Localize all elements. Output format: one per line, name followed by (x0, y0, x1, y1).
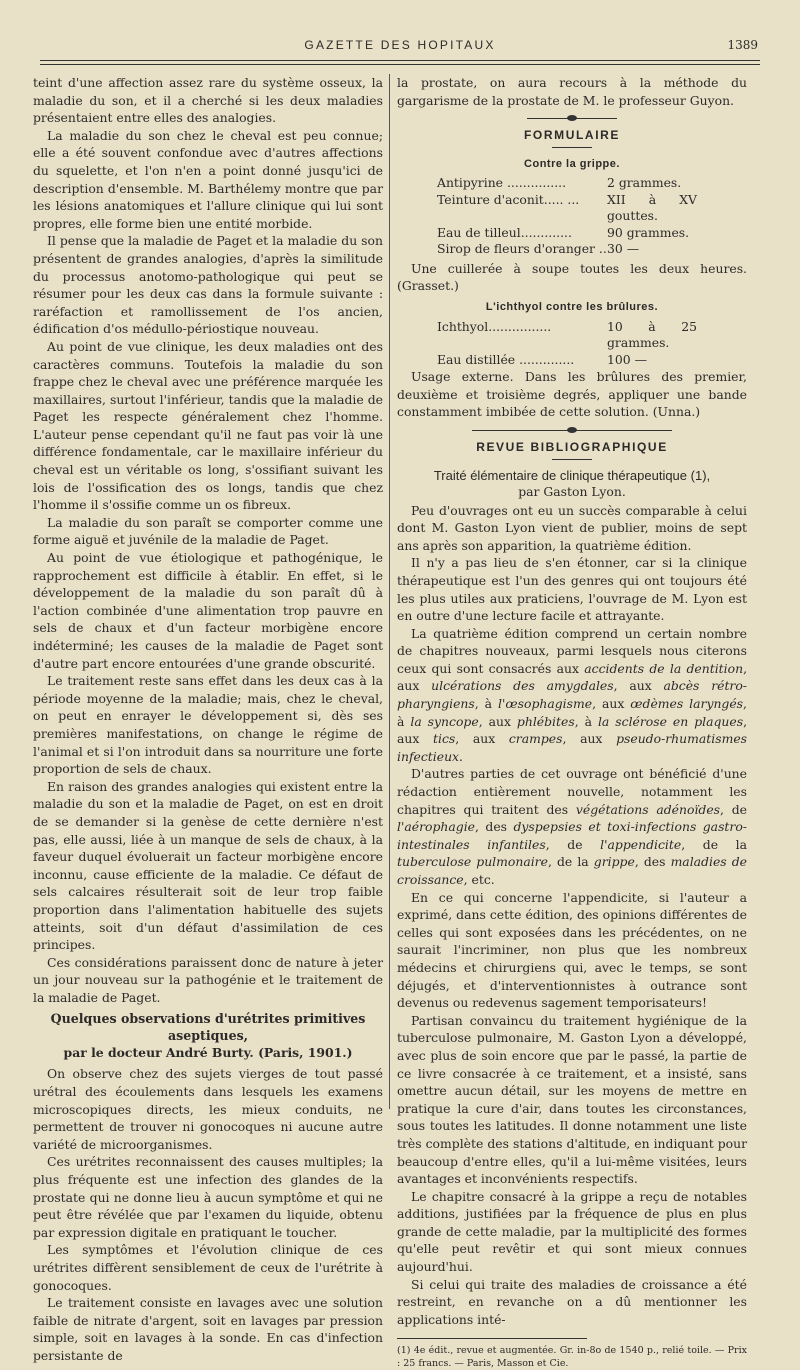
ingredient: Sirop de fleurs d'oranger .. (437, 241, 607, 257)
article-title: Quelques observations d'urétrites primitives aseptiques, (50, 1011, 366, 1044)
text-run: , à (474, 696, 498, 712)
article-heading (33, 1010, 383, 1061)
recipe-row (437, 319, 697, 352)
recipe-note: Une cuillerée à soupe toutes les deux heures. (Grasset.) (397, 260, 747, 294)
paragraph: Ces considérations paraissent donc de nature à jeter un jour nouveau sur la pathogénie et le traitement de la maladie de Paget. (33, 954, 383, 1005)
text-run: , à (574, 713, 598, 729)
recipe-row (437, 175, 697, 192)
text-run: , à (397, 696, 747, 729)
footnote-rule (397, 1338, 587, 1339)
text-run-italic: ulcérations des amygdales (431, 678, 614, 694)
recipe-row (437, 241, 697, 258)
recipe-ichthyol (437, 319, 697, 369)
text-run-italic: pseudo-rhumatismes infectieux (397, 731, 748, 764)
book-heading (397, 468, 747, 500)
recipe-grippe (437, 175, 697, 258)
book-author: par Gaston Lyon. (518, 483, 626, 499)
section-title-formulaire: FORMULAIRE (524, 128, 620, 143)
journal-title: GAZETTE DES HOPITAUX (304, 38, 496, 52)
text-run: , aux (592, 696, 631, 712)
section-title-revue: REVUE BIBLIOGRAPHIQUE (476, 439, 668, 454)
book-title: Traité élémentaire de clinique thérapeutique (1), (433, 467, 711, 483)
text-run: , aux (397, 713, 748, 747)
text-run-italic: grippe (593, 854, 635, 870)
text-run: , de la (547, 854, 594, 870)
paragraph: En raison des grandes analogies qui existent entre la maladie du son et la maladie de Paget, on est en droit de se demander si la genèse de cette dernière n'est pas, elle aussi, liée à un manque de sels de chaux, à la faveur duquel évoluerait un facteur morbigène encore inconnu, cause efficiente de la maladie. Ce défaut de sels calcaires résulterait soit de leur trop faible proportion dans l'alimentation habituelle des sujets atteints, soit d'un défaut d'assimilation de ces principes. (33, 778, 383, 953)
text-run-italic: crampes (508, 731, 563, 747)
recipe-note: Usage externe. Dans les brûlures des premier, deuxième et troisième degrés, appliquer une bande constamment imbibée de cette solution. (Unna.) (397, 369, 747, 420)
text-run: . (459, 748, 463, 764)
recipe-title: L'ichthyol contre les brûlures. (485, 301, 659, 314)
text-run-italic: dyspepsies et toxi-infections gastro-intestinales infantiles (397, 819, 747, 852)
header-rule-thin (40, 64, 760, 65)
paragraph: Ces urétrites reconnaissent des causes multiples; la plus fréquente est une infection des glandes de la prostate qui ne donne lieu à aucun symptôme et qui ne peut être révélée que par l'examen du liquide, obtenu par expression digitale en pratiquant le toucher. (33, 1154, 383, 1240)
text-run: , des (475, 819, 514, 835)
text-run-italic: l'aérophagie (397, 819, 475, 835)
text-run-italic: maladies de croissance (397, 854, 747, 887)
paragraph: Si celui qui traite des maladies de croissance a été restreint, en revanche on a dû mentionner les applications inté- (397, 1276, 747, 1327)
text-run-italic: la sclérose en plaques (597, 713, 744, 729)
text-run: , de la (681, 836, 747, 852)
paragraph: La maladie du son paraît se comporter comme une forme aiguë et juvénile de la maladie de Paget. (33, 514, 383, 548)
text-run: , aux (478, 713, 517, 729)
paragraph: Il pense que la maladie de Paget et la maladie du son présentent de grandes analogies, d'après la similitude du processus anotomo-pathologique qui peut se résumer pour les deux cas dans la formule suivante : raréfaction et ramollissement de l'os ancien, édification d'os médullo-périostique nouveau. (33, 233, 383, 337)
quantity: 2 grammes. (607, 175, 682, 191)
paragraph: Le traitement reste sans effet dans les deux cas à la période moyenne de la maladie; mais, chez le cheval, on peut en enrayer le développement si, dès ses premières manifestations, on change le régime de l'animal et si l'on introduit dans sa nourriture une forte proportion de sels de chaux. (33, 673, 383, 777)
text-run-italic: tuberculose pulmonaire (397, 854, 548, 870)
quantity: 30 — (607, 241, 640, 257)
text-run: , des (634, 854, 671, 870)
text-run-italic: phlébites (516, 713, 575, 729)
ingredient: Eau distillée .............. (437, 351, 575, 367)
text-run: , aux (455, 731, 509, 747)
text-run: D'autres parties de cet ouvrage ont bénéficié d'une rédaction entièrement nouvelle, notamment les chapitres qui traitent des (397, 766, 747, 817)
paragraph: teint d'une affection assez rare du système osseux, la maladie du son, et il a cherché si les deux maladies présentaient entre elles des analogies. (33, 75, 383, 126)
ornament-separator (472, 427, 672, 433)
text-run: La quatrième édition comprend un certain nombre de chapitres nouveaux, parmi lesquels nous citerons ceux qui sont consacrés aux (397, 625, 747, 676)
text-run: , aux (562, 731, 617, 747)
text-run-italic: l'appendicite (600, 836, 682, 852)
page-number: 1389 (727, 38, 758, 52)
footnote: (1) 4e édit., revue et augmentée. Gr. in-8o de 1540 p., relié toile. — Prix : 25 francs. — Paris, Masson et Cie. (397, 1345, 747, 1370)
quantity: 100 — (607, 351, 647, 367)
column-divider (389, 74, 390, 1109)
section-underline (552, 459, 592, 460)
paragraph: Les symptômes et l'évolution clinique de ces urétrites diffèrent sensiblement de ceux de l'urétrite à gonocoques. (33, 1242, 383, 1293)
paragraph (397, 625, 747, 766)
recipe-row (437, 192, 697, 225)
paragraph (397, 765, 747, 888)
page-header (0, 38, 800, 58)
text-run: , aux (397, 660, 748, 694)
paragraph: Partisan convaincu du traitement hygiénique de la tuberculose pulmonaire, M. Gaston Lyon a développé, avec plus de soin encore que par le passé, la partie de ce livre consacrée à ce traitement, et a insisté, sans omettre aucun détail, sur les moyens de mettre en pratique la cure d'air, dans toutes les circonstances, sous toutes les latitudes. Il donne notamment une liste très complète des stations d'altitude, en indiquant pour beaucoup d'entre elles, qu'il a lui-même visitées, leurs avantages et inconvénients respectifs. (397, 1012, 747, 1187)
right-column (397, 74, 747, 1370)
text-run-italic: la syncope (410, 713, 479, 729)
ornament-separator (527, 115, 617, 121)
paragraph: On observe chez des sujets vierges de tout passé urétral des écoulements dans lesquels les examens microscopiques directs, les mieux conduits, ne permettent de trouver ni gonocoques ni aucune autre variété de microorganismes. (33, 1066, 383, 1152)
text-run-italic: végétations adénoïdes (575, 801, 721, 817)
paragraph: la prostate, on aura recours à la méthode du gargarisme de la prostate de M. le professeur Guyon. (397, 75, 747, 108)
text-run: , aux (613, 678, 664, 694)
quantity: XII à XV gouttes. (607, 191, 697, 224)
text-run-italic: tics (433, 731, 456, 747)
text-run-italic: œdèmes laryngés (630, 696, 744, 712)
recipe-row (437, 352, 697, 369)
section-underline (552, 147, 592, 148)
ingredient: Ichthyol................ (437, 318, 552, 334)
ingredient: Antipyrine ............... (437, 175, 567, 191)
recipe-title: Contre la grippe. (524, 157, 620, 170)
text-run-italic: l'œsophagisme (498, 696, 593, 712)
text-run: , de (720, 801, 747, 817)
paragraph: En ce qui concerne l'appendicite, si l'auteur a exprimé, dans cette édition, des opinions différentes de celles qui sont exposées dans les précédentes, on ne saurait l'incriminer, non plus que les nombreux médecins et chirurgiens qui, avec le temps, se sont déjugés, et d'interventionnistes à outrance sont devenus ou redevenus sagement temporisateurs! (397, 889, 747, 1011)
paragraph: Le chapitre consacré à la grippe a reçu de notables additions, justifiées par la fréquence de plus en plus grande de cette maladie, par la multiplicité des formes qu'elle peut revêtir et qui sont mieux connues aujourd'hui. (397, 1188, 747, 1275)
left-column (33, 74, 383, 1365)
paragraph: Au point de vue clinique, les deux maladies ont des caractères communs. Toutefois la maladie du son frappe chez le cheval avec une préférence marquée les maxillaires, surtout l'inférieur, tandis que la maladie de Paget les respecte généralement chez l'homme. L'auteur pense cependant qu'il ne faut pas voir là une différence fondamentale, car le maxillaire inférieur du cheval est un véritable os long, s'ossifiant suivant les lois de l'ossification des os longs, tandis que chez l'homme il s'ossifie comme un os fibreux. (33, 338, 383, 513)
paragraph: Le traitement consiste en lavages avec une solution faible de nitrate d'argent, soit en lavages par pression simple, soit en lavages à la sonde. En cas d'infection persistante de (33, 1295, 383, 1363)
text-run-italic: abcès rétro-pharyngiens (397, 678, 747, 712)
ingredient: Eau de tilleul............. (437, 224, 572, 240)
article-byline: par le docteur André Burty. (Paris, 1901.) (63, 1045, 353, 1061)
header-rule-thick (40, 60, 760, 61)
quantity: 90 grammes. (607, 224, 690, 240)
paragraph: Peu d'ouvrages ont eu un succès comparable à celui dont M. Gaston Lyon vient de publier, moins de sept ans après son apparition, la quatrième édition. (397, 502, 747, 553)
ingredient: Teinture d'aconit..... ... (437, 191, 580, 207)
paragraph: La maladie du son chez le cheval est peu connue; elle a été souvent confondue avec d'autres affections du squelette, et l'on n'en a point donné jusqu'ici de description d'ensemble. M. Barthélemy montre que par les lésions anatomiques et l'allure clinique qui lui sont propres, elle forme bien une entité morbide. (33, 127, 383, 231)
text-run-italic: accidents de la dentition (584, 660, 744, 676)
paragraph: Au point de vue étiologique et pathogénique, le rapprochement est difficile à établir. En effet, si le développement de la maladie du son paraît dû à l'action combinée d'une alimentation trop pauvre en sels de chaux et d'un facteur morbigène encore indéterminé; les causes de la maladie de Paget sont d'autre part encore entourées d'une grande obscurité. (33, 550, 383, 671)
recipe-row (437, 225, 697, 242)
text-run: , de (545, 836, 601, 852)
paragraph: Il n'y a pas lieu de s'en étonner, car si la clinique thérapeutique est l'un des genres qui ont toujours été les plus utiles aux praticiens, l'ouvrage de M. Lyon est en outre d'une lecture facile et attrayante. (397, 555, 747, 624)
quantity: 10 à 25 grammes. (607, 318, 697, 351)
text-run: , etc. (463, 872, 495, 887)
